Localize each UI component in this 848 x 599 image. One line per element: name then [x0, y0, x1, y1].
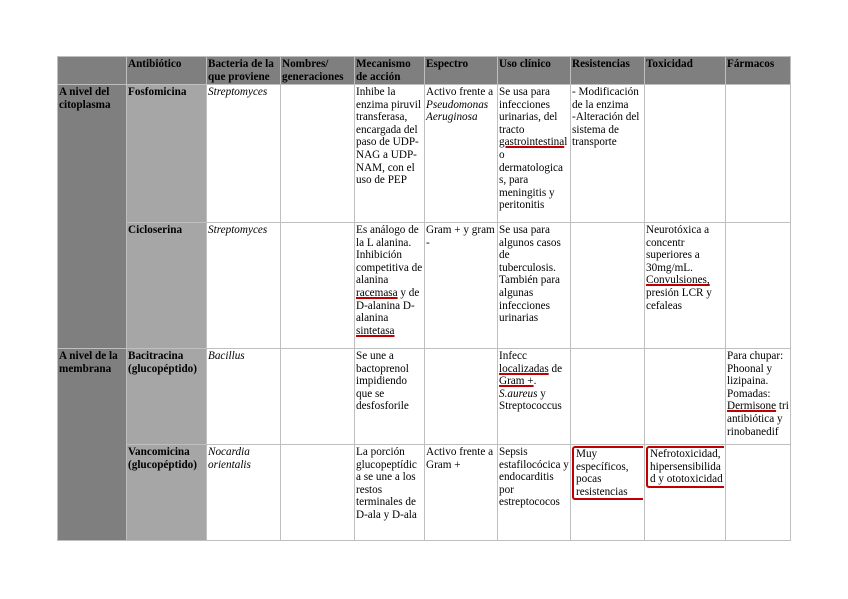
antibiotic-name: Bacitracina (glucopéptido): [127, 349, 207, 445]
generations-cell: [281, 349, 355, 445]
bacteria-source: Streptomyces: [207, 223, 281, 349]
header-espectro: Espectro: [425, 57, 498, 85]
header-farmacos: Fármacos: [726, 57, 791, 85]
toxicity-underlined: Convulsiones,: [646, 274, 710, 287]
clinical-use-text: Se usa para infecciones urinarias, del tracto: [499, 86, 558, 136]
header-toxicidad: Toxicidad: [645, 57, 726, 85]
antibiotic-name: Vancomicina (glucopéptido): [127, 445, 207, 541]
resistance-cell: [571, 85, 645, 223]
drugs-text-end: tri antibiótica y rinobanedif: [727, 400, 789, 438]
resistance-cell: [571, 445, 645, 541]
clinical-use-organism: S.aureus: [499, 387, 538, 400]
generations-cell: [281, 223, 355, 349]
mechanism-cell: Se une a bactoprenol impidiendo que se desfosforile: [355, 349, 425, 445]
generations-cell: [281, 85, 355, 223]
mechanism-cell: Inhibe la enzima piruvil transferasa, encargada del paso de UDP-NAG a UDP-NAM, con el uso de PEP: [355, 85, 425, 223]
resistance-item: -Alteración del sistema de transporte: [572, 111, 640, 149]
header-nombres: Nombres/ generaciones: [281, 57, 355, 85]
drugs-cell: [726, 85, 791, 223]
mechanism-underlined: sintetasa: [356, 324, 395, 337]
drugs-underlined: Dermisone: [727, 400, 777, 413]
drugs-cell: [726, 445, 791, 541]
spectrum-text: Activo frente a: [426, 86, 494, 98]
toxicity-cell: [645, 445, 726, 541]
clinical-use-cell: [498, 85, 571, 223]
bacteria-source: Streptomyces: [207, 85, 281, 223]
header-resistencias: Resistencias: [571, 57, 645, 85]
clinical-use-text-mid: de: [548, 362, 563, 375]
antibiotics-table: [57, 56, 791, 541]
generations-cell: [281, 445, 355, 541]
clinical-use-underlined: Gram +: [499, 375, 534, 388]
spectrum-organism: Pseudomonas Aeruginosa: [426, 98, 489, 124]
spectrum-cell: Activo frente a Gram +: [425, 445, 498, 541]
header-bacteria: Bacteria de la que proviene: [207, 57, 281, 85]
row-vancomicina: [58, 445, 791, 541]
resistance-item: - Modificación de la enzima: [572, 86, 639, 111]
drugs-cell: [726, 223, 791, 349]
header-row: [58, 57, 791, 85]
group-membrana: A nivel de la membrana: [58, 349, 127, 541]
toxicity-cell: [645, 349, 726, 445]
antibiotic-name: Cicloserina: [127, 223, 207, 349]
header-mecanismo: Mecanismo de acción: [355, 57, 425, 85]
spectrum-cell: [425, 85, 498, 223]
mechanism-cell: [355, 223, 425, 349]
mechanism-underlined: racemasa: [356, 286, 398, 299]
clinical-use-text: Infecc: [499, 350, 527, 362]
header-empty: [58, 57, 127, 85]
row-fosfomicina: [58, 85, 791, 223]
clinical-use-cell: [498, 349, 571, 445]
antibiotic-name: Fosfomicina: [127, 85, 207, 223]
row-bacitracina: [58, 349, 791, 445]
bacteria-source: Nocardia orientalis: [207, 445, 281, 541]
clinical-use-underlined: localizadas: [499, 362, 549, 375]
mechanism-text: Es análogo de la L alanina. Inhibición competitiva de alanina: [356, 224, 423, 287]
resistance-cell: [571, 349, 645, 445]
clinical-use-underlined: gastrointestina: [499, 136, 565, 149]
toxicity-cell: [645, 223, 726, 349]
drugs-cell: [726, 349, 791, 445]
clinical-use-text-end: y Streptococcus: [499, 387, 562, 413]
toxicity-text-end: presión LCR y cefaleas: [646, 286, 712, 312]
mechanism-cell: La porción glucopeptídic a se une a los restos terminales de D-ala y D-ala: [355, 445, 425, 541]
bacteria-source: Bacillus: [207, 349, 281, 445]
toxicity-cell: [645, 85, 726, 223]
resistance-cell: [571, 223, 645, 349]
clinical-use-period: .: [533, 375, 537, 388]
header-antibiotico: Antibiótico: [127, 57, 207, 85]
mechanism-text-mid: y de D-alanina D-alanina: [356, 286, 420, 325]
clinical-use-text-end: l o dermatologica s, para meningitis y peritonitis: [499, 136, 568, 212]
row-cicloserina: [58, 223, 791, 349]
header-uso-clinico: Uso clínico: [498, 57, 571, 85]
clinical-use-cell: Sepsis estafilocócica y endocarditis por estreptococos: [498, 445, 571, 541]
group-citoplasma: A nivel del citoplasma: [58, 85, 127, 349]
drugs-text: Para chupar: Phoonal y lizipaina. Pomadas:: [727, 350, 784, 400]
spectrum-cell: Gram + y gram -: [425, 223, 498, 349]
resistance-bracket: Muy específicos, pocas resistencias: [572, 446, 643, 500]
clinical-use-cell: Se usa para algunos casos de tuberculosis. También para algunas infecciones urinarias: [498, 223, 571, 349]
spectrum-cell: [425, 349, 498, 445]
toxicity-text: Neurotóxica a concentr superiores a 30mg/mL.: [646, 224, 710, 274]
toxicity-bracket: Nefrotoxicidad, hipersensibilida d y ototoxicidad: [646, 446, 724, 488]
